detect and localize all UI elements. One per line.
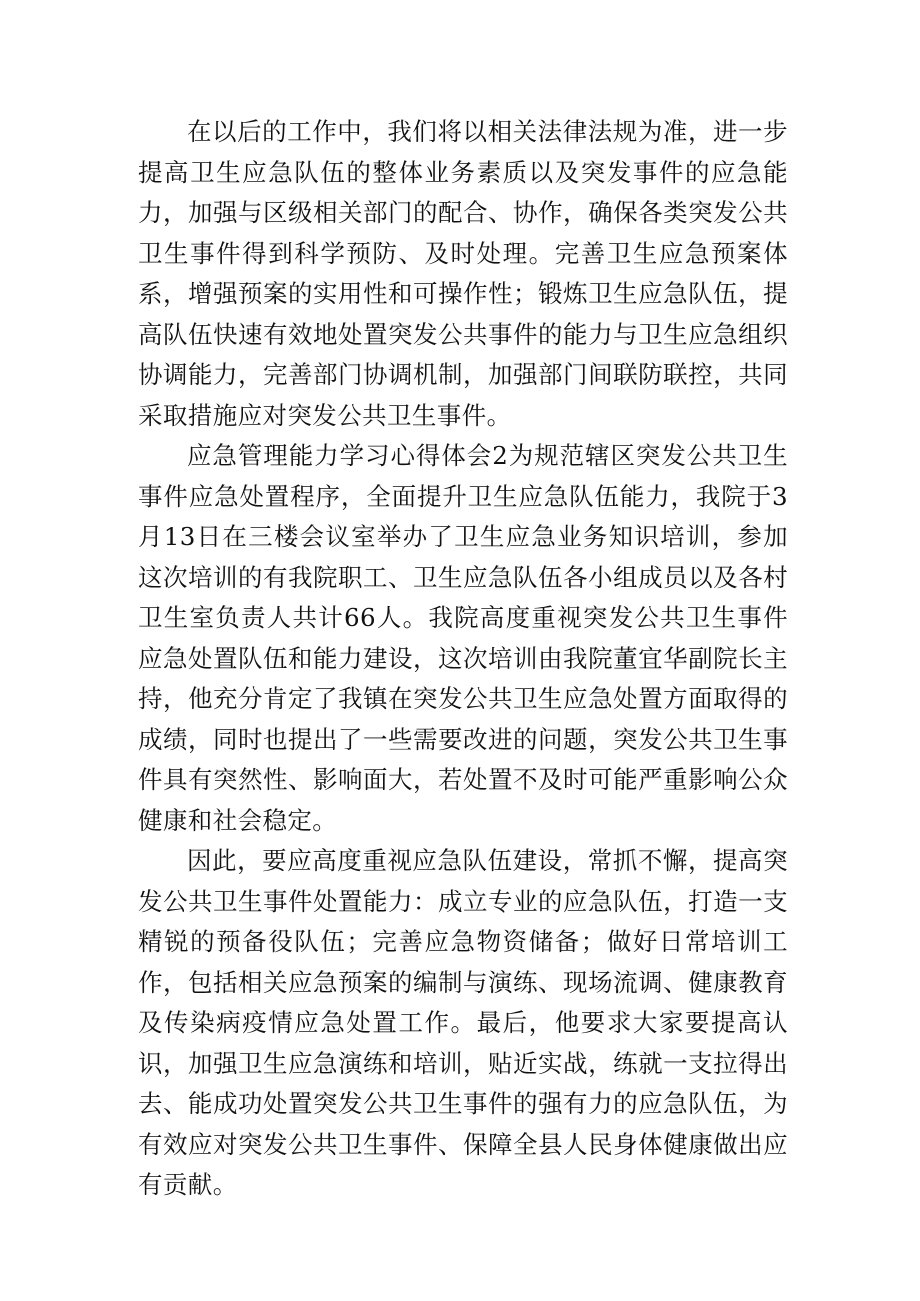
paragraph-1: 在以后的工作中，我们将以相关法律法规为准，进一步提高卫生应急队伍的整体业务素质以及突发事件的应急能力，加强与区级相关部门的配合、协作，确保各类突发公共卫生事件得到科学预防、及时处理。完善卫生应急预案体系，增强预案的实用性和可操作性；锻炼卫生应急队伍，提高队伍快速有效地处置突发公共事件的能力与卫生应急组织协调能力，完善部门协调机制，加强部门间联防联控，共同采取措施应对突发公共卫生事件。 — [138, 117, 788, 430]
document-body — [138, 112, 788, 1206]
paragraph-2: 应急管理能力学习心得体会2为规范辖区突发公共卫生事件应急处置程序，全面提升卫生应急队伍能力，我院于3月13日在三楼会议室举办了卫生应急业务知识培训，参加这次培训的有我院职工、卫生应急队伍各小组成员以及各村卫生室负责人共计66人。我院高度重视突发公共卫生事件应急处置队伍和能力建设，这次培训由我院董宜华副院长主持，他充分肯定了我镇在突发公共卫生应急处置方面取得的成绩，同时也提出了一些需要改进的问题，突发公共卫生事件具有突然性、影响面大，若处置不及时可能严重影响公众健康和社会稳定。 — [138, 441, 788, 835]
paragraph-3: 因此，要应高度重视应急队伍建设，常抓不懈，提高突发公共卫生事件处置能力：成立专业的应急队伍，打造一支精锐的预备役队伍；完善应急物资储备；做好日常培训工作，包括相关应急预案的编制与演练、现场流调、健康教育及传染病疫情应急处置工作。最后，他要求大家要提高认识，加强卫生应急演练和培训，贴近实战，练就一支拉得出去、能成功处置突发公共卫生事件的强有力的应急队伍，为有效应对突发公共卫生事件、保障全县人民身体健康做出应有贡献。 — [138, 846, 788, 1199]
